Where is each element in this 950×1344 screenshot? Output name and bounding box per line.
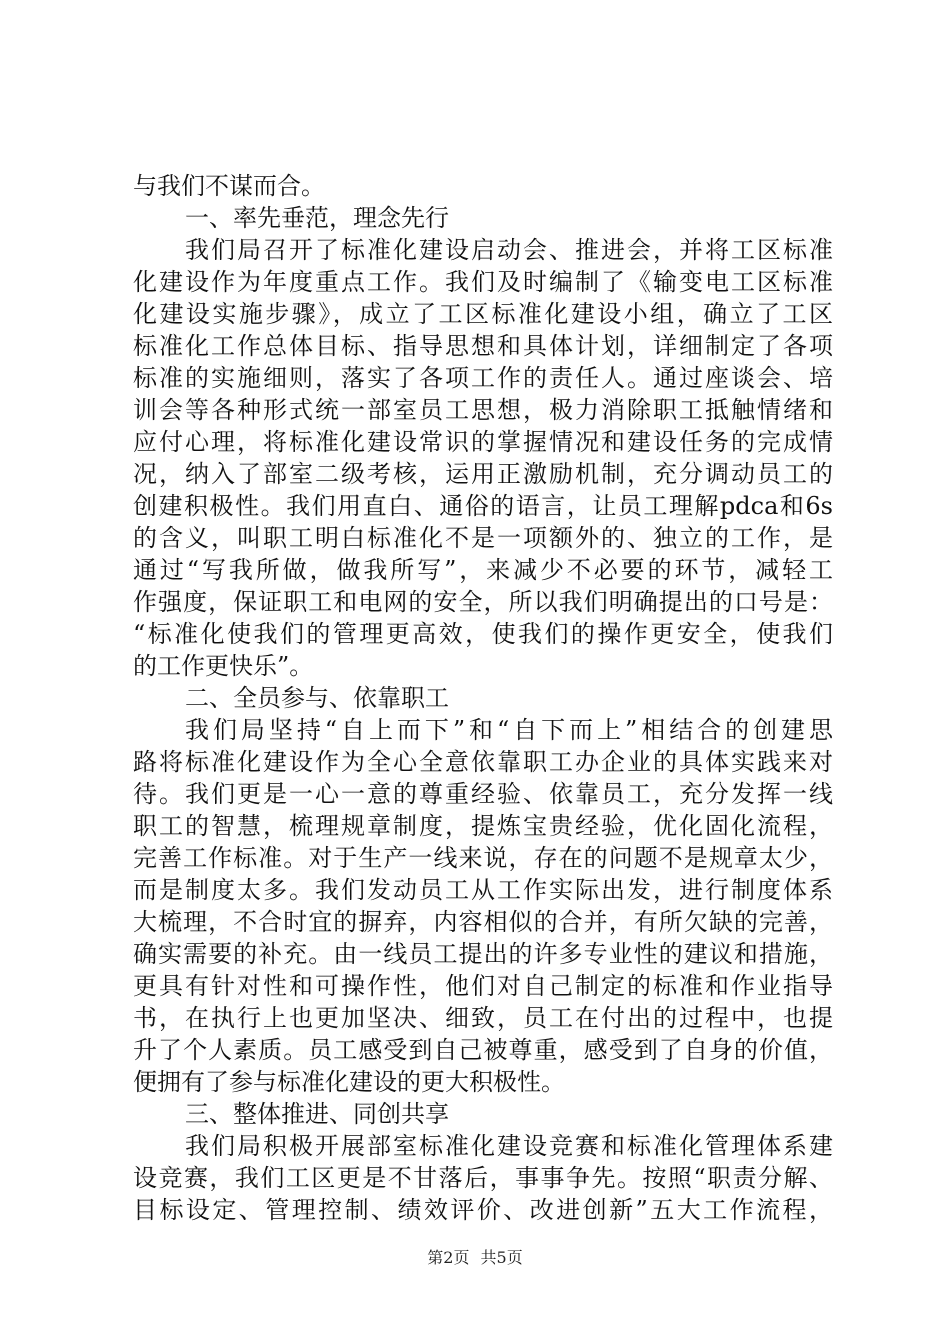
paragraph-line: 的含义，叫职工明白标准化不是一项额外的、独立的工作，是 (133, 524, 833, 552)
page-total: 共5页 (480, 1248, 523, 1267)
section-heading: 二、全员参与、依靠职工 (185, 684, 449, 712)
paragraph-line: 更具有针对性和可操作性，他们对自己制定的标准和作业指导 (133, 972, 833, 1000)
paragraph-line: 的工作更快乐”。 (133, 652, 314, 680)
paragraph-line: 升了个人素质。员工感受到自己被尊重，感受到了自身的价值， (133, 1036, 833, 1064)
paragraph-line: 化建设实施步骤》，成立了工区标准化建设小组，确立了工区 (133, 300, 833, 328)
paragraph-line: 训会等各种形式统一部室员工思想，极力消除职工抵触情绪和 (133, 396, 833, 424)
paragraph-line: 我们局召开了标准化建设启动会、推进会，并将工区标准 (185, 236, 833, 264)
paragraph-line: 确实需要的补充。由一线员工提出的许多专业性的建议和措施， (133, 940, 833, 968)
paragraph-line: 标准化工作总体目标、指导思想和具体计划，详细制定了各项 (133, 332, 833, 360)
paragraph-line: 作强度，保证职工和电网的安全，所以我们明确提出的口号是： (133, 588, 833, 616)
paragraph-line: 我们局积极开展部室标准化建设竞赛和标准化管理体系建 (185, 1132, 833, 1160)
paragraph-line: 职工的智慧，梳理规章制度，提炼宝贵经验，优化固化流程， (133, 812, 833, 840)
paragraph-line: 与我们不谋而合。 (133, 172, 325, 200)
paragraph-line: 标准的实施细则，落实了各项工作的责任人。通过座谈会、培 (133, 364, 833, 392)
document-body (133, 170, 833, 1226)
section-heading: 一、率先垂范，理念先行 (185, 204, 449, 232)
section-heading: 三、整体推进、同创共享 (185, 1100, 449, 1128)
paragraph-line: 路将标准化建设作为全心全意依靠职工办企业的具体实践来对 (133, 748, 833, 776)
paragraph-line: “标准化使我们的管理更高效，使我们的操作更安全，使我们 (133, 620, 833, 648)
paragraph-line: 我们局坚持“自上而下”和“自下而上”相结合的创建思 (185, 716, 833, 744)
paragraph-line: 待。我们更是一心一意的尊重经验、依靠员工，充分发挥一线 (133, 780, 833, 808)
paragraph-line: 况，纳入了部室二级考核，运用正激励机制，充分调动员工的 (133, 460, 833, 488)
paragraph-line: 完善工作标准。对于生产一线来说，存在的问题不是规章太少， (133, 844, 833, 872)
paragraph-line: 目标设定、管理控制、绩效评价、改进创新”五大工作流程， (133, 1196, 833, 1224)
paragraph-line: 设竞赛，我们工区更是不甘落后，事事争先。按照“职责分解、 (133, 1164, 833, 1192)
paragraph-line: 书，在执行上也更加坚决、细致，员工在付出的过程中，也提 (133, 1004, 833, 1032)
page-number: 第2页 (427, 1248, 470, 1267)
paragraph-line: 创建积极性。我们用直白、通俗的语言，让员工理解pdca和6s (133, 492, 833, 520)
paragraph-line: 化建设作为年度重点工作。我们及时编制了《输变电工区标准 (133, 268, 833, 296)
paragraph-line: 应付心理，将标准化建设常识的掌握情况和建设任务的完成情 (133, 428, 833, 456)
paragraph-line: 而是制度太多。我们发动员工从工作实际出发，进行制度体系 (133, 876, 833, 904)
paragraph-line: 大梳理，不合时宜的摒弃，内容相似的合并，有所欠缺的完善， (133, 908, 833, 936)
page-footer (0, 1245, 950, 1268)
paragraph-line: 便拥有了参与标准化建设的更大积极性。 (133, 1068, 565, 1096)
paragraph-line: 通过“写我所做，做我所写”，来减少不必要的环节，减轻工 (133, 556, 833, 584)
